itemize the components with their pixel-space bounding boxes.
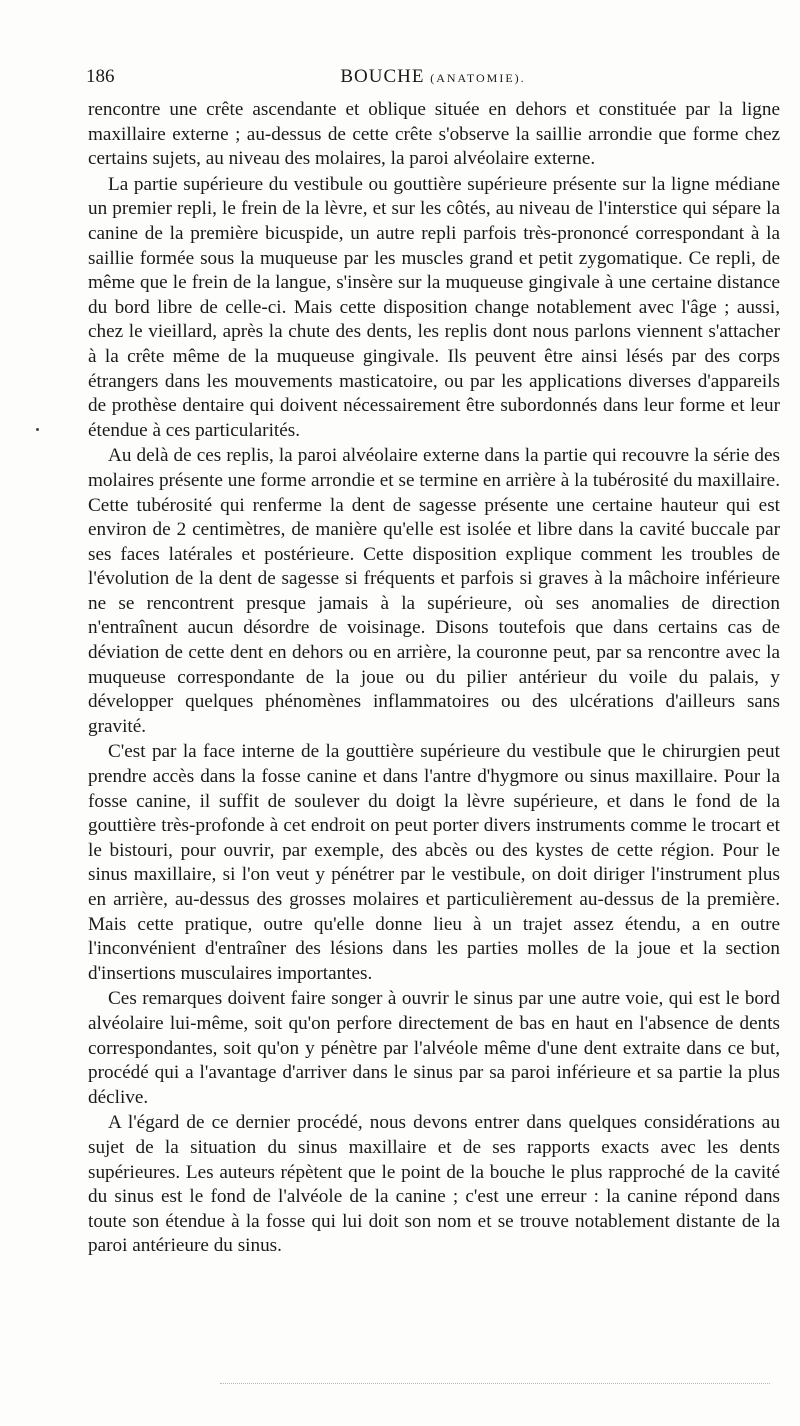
paragraph: rencontre une crête ascendante et oblique située en dehors et constituée par la ligne maxillaire externe ; au-dessus de cette crête s'observe la saillie arrondie que forme chez certains sujets, au niveau des molaires, la paroi alvéolaire externe. [88,99,780,170]
running-head [86,66,780,88]
paragraph: C'est par la face interne de la gouttière supérieure du vestibule que le chirurgien peut prendre accès dans la fosse canine et dans l'antre d'hygmore ou sinus maxillaire. Pour la fosse canine, il suffit de soulever du doigt la lèvre supérieure, et dans le fond de la gouttière très-profonde à cet endroit on peut porter divers instruments comme le trocart et le bistouri, pour ouvrir, par exemple, des abcès ou des kystes de cette région. Pour le sinus maxillaire, si l'on veut y pénétrer par le vestibule, on doit diriger l'instrument plus en arrière, au-dessus des grosses molaires et particulièrement au-dessus de la première. Mais cette pratique, outre qu'elle donne lieu à un trajet assez étendu, a en outre l'inconvénient d'entraîner des lésions dans les parties molles de la joue et la section d'insertions musculaires importantes. [88,741,780,984]
paragraph: Ces remarques doivent faire songer à ouvrir le sinus par une autre voie, qui est le bord alvéolaire lui-même, soit qu'on perfore directement de bas en haut en l'absence de dents correspondantes, soit qu'on y pénètre par l'alvéole même d'une dent extraite dans ce but, procédé qui a l'avantage d'arriver dans le sinus par sa paroi inférieure et sa partie la plus déclive. [88,988,780,1108]
paragraph: Au delà de ces replis, la paroi alvéolaire externe dans la partie qui recouvre la série des molaires présente une forme arrondie et se termine en arrière à la tubérosité du maxillaire. Cette tubérosité qui renferme la dent de sagesse présente une certaine hauteur qui est environ de 2 centimètres, de manière qu'elle est isolée et libre dans la cavité buccale par ses faces latérales et postérieure. Cette disposition explique comment les troubles de l'évolution de la dent de sagesse si fréquents et parfois si graves à la mâchoire inférieure ne se rencontrent presque jamais à la supérieure, où ses anomalies de direction n'entraînent aucun désordre de voisinage. Disons toutefois que dans certains cas de déviation de cette dent en dehors ou en arrière, la couronne peut, par sa rencontre avec la muqueuse correspondante de la joue ou du pilier antérieur du voile du palais, y développer quelques phénomènes inflammatoires ou des ulcérations d'ailleurs sans gravité. [88,445,780,737]
running-head-title: BOUCHE [340,66,425,87]
footer-dotted-rule [220,1383,770,1384]
page-number: 186 [86,66,115,87]
paragraph: La partie supérieure du vestibule ou gouttière supérieure présente sur la ligne médiane un premier repli, le frein de la lèvre, et sur les côtés, au niveau de l'interstice qui sépare la canine de la première bicuspide, un autre repli parfois très-prononcé correspondant à la saillie formée sous la muqueuse par les muscles grand et petit zygomatique. Ce repli, de même que le frein de la langue, s'insère sur la muqueuse gingivale à une certaine distance du bord libre de celle-ci. Mais cette disposition change notablement avec l'âge ; aussi, chez le vieillard, après la chute des dents, les replis dont nous parlons viennent s'attacher à la crête même de la muqueuse gingivale. Ils peuvent être ainsi lésés par des corps étrangers dans les mouvements masticatoire, ou par les applications diverses d'appareils de prothèse dentaire qui doivent nécessairement être subordonnés dans leur forme et leur étendue à ces particularités. [88,173,780,441]
stray-ink-dot [36,428,39,431]
running-head-subtitle: (ANATOMIE). [430,71,526,85]
body-text [88,98,780,1260]
paragraph: A l'égard de ce dernier procédé, nous devons entrer dans quelques considérations au sujet de la situation du sinus maxillaire et de ses rapports exacts avec les dents supérieures. Les auteurs répètent que le point de la bouche le plus rapproché de la cavité du sinus est le fond de l'alvéole de la canine ; c'est une erreur : la canine répond dans toute son étendue à la fosse qui lui doit son nom et se trouve notablement distante de la paroi antérieure du sinus. [88,1112,780,1257]
page-header [86,66,780,96]
